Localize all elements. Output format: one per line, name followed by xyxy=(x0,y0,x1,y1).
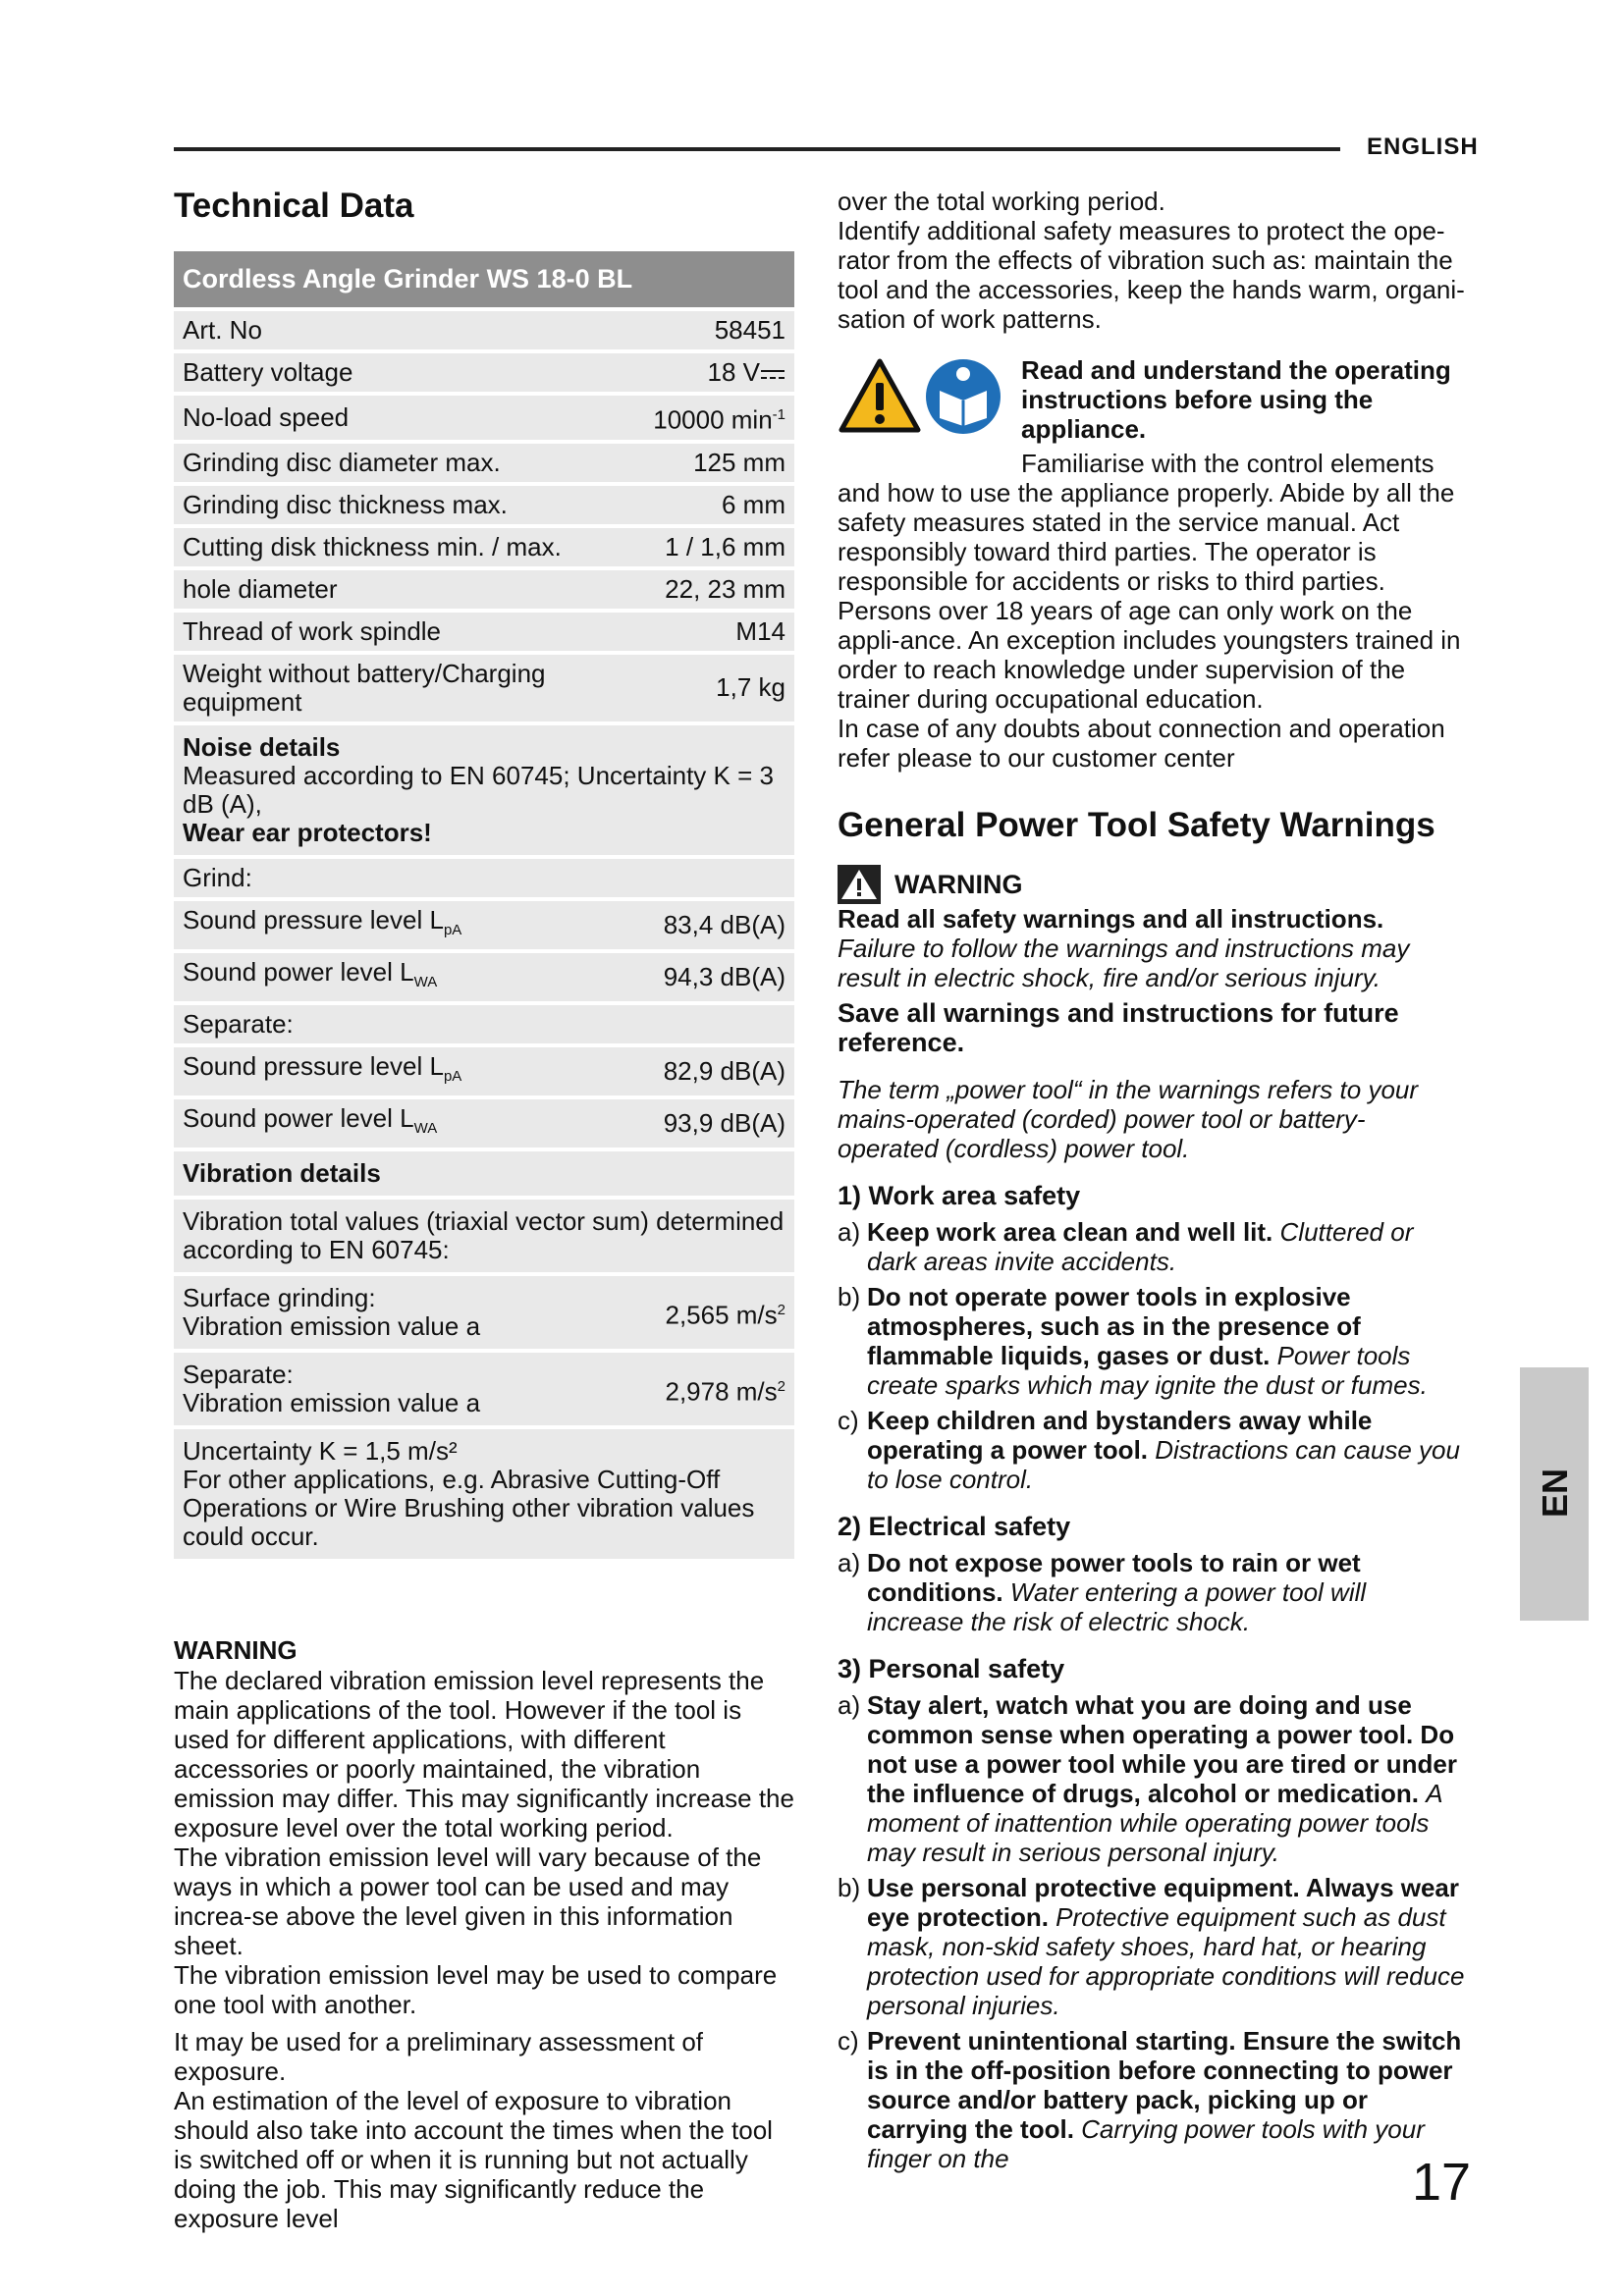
list-item: c) Keep children and bystanders away while operating a power tool. Distractions can cause you to lose control. xyxy=(838,1406,1460,1494)
right-column xyxy=(838,187,1466,2173)
list-item: b) Use personal protective equipment. Always wear eye protection. Protective equipment such as dust mask, non-skid safety shoes, hard hat, or hearing protection used for appropriate conditions will reduce personal injuries. xyxy=(838,1873,1465,2020)
language-side-tab xyxy=(1520,1367,1589,1621)
table-row: hole diameter 22, 23 mm xyxy=(174,570,794,609)
noise-section xyxy=(174,725,794,855)
paragraph: over the total working period. xyxy=(838,187,1165,216)
table-row: Grinding disc diameter max. 125 mm xyxy=(174,444,794,482)
table-row: Thread of work spindle M14 xyxy=(174,613,794,651)
language-tab-label: EN xyxy=(1535,1468,1575,1518)
warning-paragraph: The declared vibration emission level represents the main applications of the tool. However if the tool is used for different applications, with different accessories or poorly maintained, the vibration emission may differ. This may significantly increase the exposure level over the total working period. xyxy=(174,1666,794,1843)
list-item: a) Stay alert, watch what you are doing and use common sense when operating a power tool. Do not use a power tool while you are tired or under the influence of drugs, alcohol or medication. A moment of inattention while operating power tools may result in serious personal injury. xyxy=(838,1690,1457,1867)
table-row: Separate: xyxy=(174,1005,794,1043)
table-row: Weight without battery/Charging equipment 1,7 kg xyxy=(174,655,794,721)
list-item: c) Prevent unintentional starting. Ensure the switch is in the off-position before connecting to power source and/or battery pack, picking up or carrying the tool. Carrying power tools with your finger on the xyxy=(838,2026,1462,2173)
read-all-italic: Failure to follow the warnings and instructions may result in electric shock, fire and/or serious injury. xyxy=(838,934,1410,992)
table-row: Sound power level $L_{WA}$ 94,3 dB(A) xyxy=(174,953,794,1001)
section-title: 1) Work area safety xyxy=(838,1181,1081,1210)
warning-paragraph: It may be used for a preliminary assessment of exposure. xyxy=(174,2027,704,2087)
read-all-bold: Read all safety warnings and all instructions. xyxy=(838,904,1384,934)
warning-label: WARNING xyxy=(894,869,1023,899)
list-item: a) Do not expose power tools to rain or wet conditions. Water entering a power tool will increase the risk of electric shock. xyxy=(838,1548,1367,1636)
warning-sign-icon xyxy=(838,865,881,904)
vibration-intro-row: Vibration total values (triaxial vector sum) determined according to EN 60745: xyxy=(174,1200,794,1272)
warning-paragraph: The vibration emission level will vary because of the ways in which a power tool can be used and may increa-se above the level given in this information sheet. xyxy=(174,1842,762,1961)
left-column xyxy=(174,187,794,2233)
table-row: No-load speed 10000 $\min^{-1}$ xyxy=(174,396,794,440)
noise-title: Noise details xyxy=(183,731,341,762)
read-instructions-text: Familiarise with the control elements and how to use the appliance properly. Abide by all the safety measures stated in the service manual. Act responsibly toward third parties. The operator is responsible for accidents or risks to third parties. xyxy=(838,449,1455,596)
dc-symbol-icon xyxy=(760,367,785,381)
header-rule xyxy=(174,147,1340,151)
table-row: Separate: Vibration emission value a 2,978 $m/s^2$ xyxy=(174,1353,794,1425)
table-row: Battery voltage 18 V xyxy=(174,353,794,392)
list-item: b) Do not operate power tools in explosive atmospheres, such as in the presence of flammable liquids, gases or dust. Power tools create sparks which may ignite the dust or fumes. xyxy=(838,1282,1428,1400)
table-row: Grinding disc thickness max. 6 mm xyxy=(174,486,794,524)
table-heading: Cordless Angle Grinder WS 18-0 BL xyxy=(174,251,794,307)
table-row: Cutting disk thickness min. / max. 1 / 1,6 mm xyxy=(174,528,794,566)
safety-warnings-title: General Power Tool Safety Warnings xyxy=(838,806,1435,844)
vibration-notes-row: Uncertainty K = 1,5 m/s² For other applications, e.g. Abrasive Cutting-Off Operations or Wire Brushing other vibration values could occur. xyxy=(174,1429,794,1559)
wear-ear-protectors: Wear ear protectors! xyxy=(183,817,432,847)
table-row: Sound pressure level $L_{pA}$ 82,9 dB(A) xyxy=(174,1047,794,1095)
noise-text: Measured according to EN 60745; Uncertainty K = 3 dB (A), xyxy=(183,760,774,819)
table-row: Sound pressure level $L_{pA}$ 83,4 dB(A) xyxy=(174,901,794,949)
table-row: Art. No 58451 xyxy=(174,311,794,349)
language-label: ENGLISH xyxy=(1367,133,1479,160)
read-instructions-block xyxy=(838,355,1466,478)
paragraph: Persons over 18 years of age can only work on the appli-ance. An exception includes youngsters trained in order to reach knowledge under supervision of the trainer during occupational education. xyxy=(838,596,1461,714)
technical-data-title: Technical Data xyxy=(174,187,414,225)
power-tool-term: The term „power tool“ in the warnings refers to your mains-operated (corded) power tool or battery-operated (cordless) power tool. xyxy=(838,1075,1419,1163)
list-item: a) Keep work area clean and well lit. Cluttered or dark areas invite accidents. xyxy=(838,1217,1414,1276)
save-instructions: Save all warnings and instructions for future reference. xyxy=(838,998,1399,1057)
table-row: Grind: xyxy=(174,859,794,897)
paragraph: Identify additional safety measures to protect the ope-rator from the effects of vibration such as: maintain the tool and the accessories, keep the hands warm, organi-sation of work patterns. xyxy=(838,216,1465,334)
warning-paragraph: The vibration emission level may be used to compare one tool with another. xyxy=(174,1960,778,2020)
warning-triangle-icon xyxy=(838,357,922,434)
technical-data-table xyxy=(174,247,794,1563)
vibration-title-row: Vibration details xyxy=(174,1151,794,1196)
warning-title: WARNING xyxy=(174,1635,298,1666)
section-title: 3) Personal safety xyxy=(838,1654,1065,1683)
warning-line xyxy=(838,865,1466,904)
paragraph: In case of any doubts about connection and operation refer please to our customer center xyxy=(838,714,1445,773)
warning-paragraph: An estimation of the level of exposure to vibration should also take into account the times when the tool is switched off or when it is running but not actually doing the job. This may significantly reduce the exposure level xyxy=(174,2086,773,2234)
read-instructions-bold: Read and understand the operating instructions before using the appliance. xyxy=(1021,355,1451,444)
section-title: 2) Electrical safety xyxy=(838,1512,1071,1541)
table-row: Surface grinding: Vibration emission value a 2,565 $m/s^2$ xyxy=(174,1276,794,1349)
table-row: Sound power level $L_{WA}$ 93,9 dB(A) xyxy=(174,1099,794,1148)
page-number: 17 xyxy=(1412,2153,1472,2212)
read-manual-icon xyxy=(924,357,1002,436)
